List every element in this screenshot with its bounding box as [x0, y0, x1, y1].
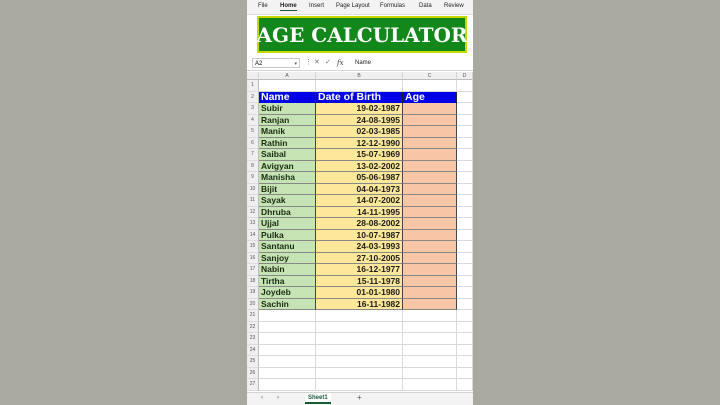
dob-cell[interactable]: 13-02-2002 [316, 161, 403, 173]
name-cell[interactable]: Manik [259, 126, 316, 138]
ribbon-tabs [247, 0, 473, 15]
scroll-right-icon[interactable]: › [277, 395, 279, 401]
dob-cell[interactable]: 12-12-1990 [316, 138, 403, 150]
dob-cell[interactable]: 28-08-2002 [316, 218, 403, 230]
row-header[interactable]: 2 [247, 92, 259, 104]
sheet-tab-sheet1[interactable]: Sheet1 [305, 393, 331, 404]
age-cell[interactable] [403, 172, 457, 184]
cell[interactable] [403, 356, 457, 368]
cell[interactable] [457, 230, 473, 242]
row-header[interactable]: 25 [247, 356, 259, 368]
dob-cell[interactable]: 02-03-1985 [316, 126, 403, 138]
name-cell[interactable]: Avigyan [259, 161, 316, 173]
column-header-c[interactable]: C [403, 72, 457, 80]
dob-cell[interactable]: 24-08-1995 [316, 115, 403, 127]
cell[interactable] [403, 345, 457, 357]
cell[interactable] [259, 356, 316, 368]
row-header[interactable]: 18 [247, 276, 259, 288]
name-cell[interactable]: Sanjoy [259, 253, 316, 265]
cell[interactable] [457, 115, 473, 127]
formula-bar [247, 57, 473, 71]
cell[interactable] [457, 161, 473, 173]
function-icon[interactable]: fx [337, 59, 344, 67]
tab-insert[interactable]: Insert [309, 3, 325, 9]
dob-cell[interactable]: 15-11-1978 [316, 276, 403, 288]
cell[interactable] [316, 333, 403, 345]
excel-window [247, 0, 473, 404]
age-cell[interactable] [403, 207, 457, 219]
dob-cell[interactable]: 05-06-1987 [316, 172, 403, 184]
column-header-a[interactable]: A [259, 72, 316, 80]
row-header[interactable]: 24 [247, 345, 259, 357]
row-header[interactable]: 23 [247, 333, 259, 345]
cell[interactable] [259, 345, 316, 357]
row-header[interactable]: 7 [247, 149, 259, 161]
name-cell[interactable]: Sayak [259, 195, 316, 207]
row-header[interactable]: 11 [247, 195, 259, 207]
more-options-icon[interactable]: ⋮ [305, 59, 312, 66]
dob-cell[interactable]: 10-07-1987 [316, 230, 403, 242]
age-cell[interactable] [403, 195, 457, 207]
name-cell[interactable]: Ranjan [259, 115, 316, 127]
age-cell[interactable] [403, 287, 457, 299]
row-header[interactable]: 4 [247, 115, 259, 127]
name-cell[interactable]: Pulka [259, 230, 316, 242]
cell[interactable] [403, 80, 457, 92]
title-banner [257, 16, 467, 53]
dob-cell[interactable]: 24-03-1993 [316, 241, 403, 253]
header-dob-cell[interactable]: Date of Birth [316, 92, 403, 105]
cell[interactable] [457, 276, 473, 288]
cell[interactable] [316, 379, 403, 391]
row-header[interactable]: 12 [247, 207, 259, 219]
row-header[interactable]: 20 [247, 299, 259, 311]
row-header[interactable]: 8 [247, 161, 259, 173]
dob-cell[interactable]: 27-10-2005 [316, 253, 403, 265]
name-cell[interactable]: Nabin [259, 264, 316, 276]
row-header[interactable]: 10 [247, 184, 259, 196]
age-cell[interactable] [403, 138, 457, 150]
dob-cell[interactable]: 16-11-1982 [316, 299, 403, 311]
age-cell[interactable] [403, 299, 457, 311]
cell[interactable] [316, 356, 403, 368]
dob-cell[interactable]: 01-01-1980 [316, 287, 403, 299]
enter-icon[interactable]: ✓ [325, 59, 331, 66]
row-header[interactable]: 21 [247, 310, 259, 322]
name-cell[interactable]: Dhruba [259, 207, 316, 219]
row-header[interactable]: 13 [247, 218, 259, 230]
dob-cell[interactable]: 19-02-1987 [316, 103, 403, 115]
cell[interactable] [457, 103, 473, 115]
cell[interactable] [457, 184, 473, 196]
cell[interactable] [457, 356, 473, 368]
name-box-value: A2 [255, 61, 263, 67]
cell[interactable] [457, 287, 473, 299]
cell[interactable] [457, 207, 473, 219]
cell[interactable] [457, 299, 473, 311]
cell[interactable] [457, 138, 473, 150]
tab-review[interactable]: Review [444, 3, 464, 9]
name-cell[interactable]: Bijit [259, 184, 316, 196]
cell[interactable] [457, 80, 473, 92]
row-header[interactable]: 27 [247, 379, 259, 391]
cell[interactable] [457, 92, 473, 104]
cell[interactable] [259, 322, 316, 334]
dob-cell[interactable]: 16-12-1977 [316, 264, 403, 276]
age-cell[interactable] [403, 230, 457, 242]
cell[interactable] [457, 322, 473, 334]
name-cell[interactable]: Manisha [259, 172, 316, 184]
dob-cell[interactable]: 15-07-1969 [316, 149, 403, 161]
cancel-icon[interactable]: ✕ [314, 59, 320, 66]
cell[interactable] [259, 379, 316, 391]
row-header[interactable]: 9 [247, 172, 259, 184]
cell[interactable] [259, 310, 316, 322]
cell[interactable] [316, 80, 403, 92]
tab-home[interactable]: Home [280, 3, 297, 9]
tab-page-layout[interactable]: Page Layout [336, 3, 370, 9]
column-header-d[interactable]: D [457, 72, 473, 80]
cell[interactable] [316, 368, 403, 380]
row-header[interactable]: 19 [247, 287, 259, 299]
cell[interactable] [259, 80, 316, 92]
name-cell[interactable]: Sachin [259, 299, 316, 311]
scroll-left-icon[interactable]: ‹ [261, 395, 263, 401]
cell[interactable] [403, 310, 457, 322]
row-header[interactable]: 14 [247, 230, 259, 242]
cell[interactable] [403, 322, 457, 334]
formula-content[interactable]: Name [355, 60, 372, 66]
cell[interactable] [259, 368, 316, 380]
add-sheet-button[interactable]: + [357, 393, 362, 402]
cell[interactable] [403, 333, 457, 345]
column-header-b[interactable]: B [316, 72, 403, 80]
row-header[interactable]: 15 [247, 241, 259, 253]
age-cell[interactable] [403, 253, 457, 265]
cell[interactable] [457, 172, 473, 184]
cell[interactable] [457, 345, 473, 357]
row-header[interactable]: 26 [247, 368, 259, 380]
cell[interactable] [259, 333, 316, 345]
row-header[interactable]: 17 [247, 264, 259, 276]
cell[interactable] [457, 333, 473, 345]
row-header[interactable]: 16 [247, 253, 259, 265]
name-cell[interactable]: Saibal [259, 149, 316, 161]
age-cell[interactable] [403, 149, 457, 161]
name-cell[interactable]: Santanu [259, 241, 316, 253]
dob-cell[interactable]: 14-11-1995 [316, 207, 403, 219]
row-header[interactable]: 1 [247, 80, 259, 92]
age-cell[interactable] [403, 264, 457, 276]
cell[interactable] [457, 195, 473, 207]
cell[interactable] [457, 241, 473, 253]
name-cell[interactable]: Rathin [259, 138, 316, 150]
cell[interactable] [316, 310, 403, 322]
header-name-cell[interactable]: Name [259, 92, 316, 105]
banner-area [247, 15, 473, 55]
cell[interactable] [457, 310, 473, 322]
header-age-cell[interactable]: Age [403, 92, 457, 105]
name-cell[interactable]: Joydeb [259, 287, 316, 299]
name-cell[interactable]: Ujjal [259, 218, 316, 230]
cell[interactable] [457, 368, 473, 380]
name-cell[interactable]: Subir [259, 103, 316, 115]
age-cell[interactable] [403, 241, 457, 253]
cell[interactable] [457, 126, 473, 138]
tab-data[interactable]: Data [419, 3, 432, 9]
name-box[interactable] [252, 58, 300, 68]
age-cell[interactable] [403, 276, 457, 288]
sheet-tab-bar [247, 392, 473, 405]
cell[interactable] [403, 379, 457, 391]
row-header[interactable]: 5 [247, 126, 259, 138]
cell[interactable] [403, 368, 457, 380]
cell[interactable] [457, 218, 473, 230]
dob-cell[interactable]: 14-07-2002 [316, 195, 403, 207]
name-cell[interactable]: Tirtha [259, 276, 316, 288]
select-all-corner[interactable] [247, 72, 259, 80]
age-cell[interactable] [403, 161, 457, 173]
tab-formulas[interactable]: Formulas [380, 3, 406, 9]
age-cell[interactable] [403, 218, 457, 230]
tab-file[interactable]: File [258, 3, 268, 9]
cell[interactable] [316, 322, 403, 334]
row-header[interactable]: 22 [247, 322, 259, 334]
cell[interactable] [457, 253, 473, 265]
chevron-down-icon[interactable]: ▾ [294, 61, 297, 67]
cell[interactable] [316, 345, 403, 357]
banner-title: AGE CALCULATOR [256, 22, 468, 47]
age-cell[interactable] [403, 115, 457, 127]
age-cell[interactable] [403, 103, 457, 115]
dob-cell[interactable]: 04-04-1973 [316, 184, 403, 196]
age-cell[interactable] [403, 184, 457, 196]
cell[interactable] [457, 379, 473, 391]
cell[interactable] [457, 149, 473, 161]
age-cell[interactable] [403, 126, 457, 138]
cell[interactable] [457, 264, 473, 276]
row-header[interactable]: 6 [247, 138, 259, 150]
row-header[interactable]: 3 [247, 103, 259, 115]
